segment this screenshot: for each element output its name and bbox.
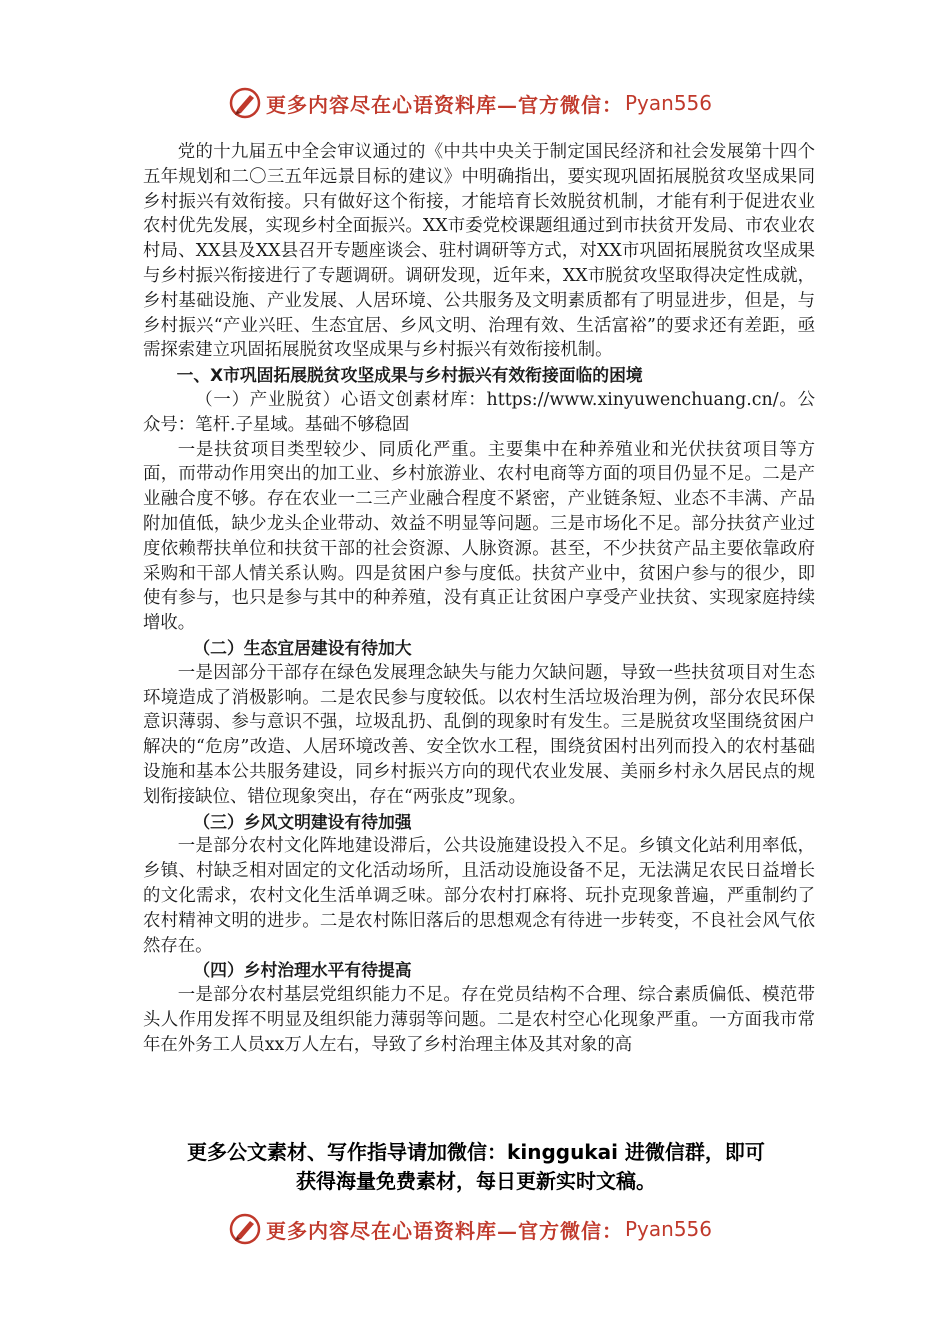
paragraph-culture: 一是部分农村文化阵地建设滞后，公共设施建设投入不足。乡镇文化站利用率低，乡镇、村缺乏相对固定的文化活动场所，且活动设施设备不足，无法满足农民日益增长的文化需求，农村文化生活单调乏味。部分农村打麻将、玩扑克现象普遍，严重制约了农村精神文明的进步。二是农村陈旧落后的思想观念有待进一步转变，不良社会风气依然存在。	[143, 836, 815, 956]
promo-line-1: 更多公文素材、写作指导请加微信：kinggukai 进微信群，即可	[187, 1140, 765, 1164]
header-banner-wechat: Pyan556	[625, 91, 713, 115]
subheading-1: （一）产业脱贫）心语文创素材库：https://www.xinyuwenchuang.cn/。公众号：笔杆.子星域。基础不够稳固	[143, 389, 815, 435]
paragraph-governance: 一是部分农村基层党组织能力不足。存在党员结构不合理、综合素质偏低、模范带头人作用发挥不明显及组织能力薄弱等问题。二是农村空心化现象严重。一方面我市常年在外务工人员xx万人左右，导致了乡村治理主体及其对象的高	[143, 985, 815, 1055]
pen-logo-icon	[228, 86, 262, 120]
subheading-3: （三）乡风文明建设有待加强	[193, 811, 412, 832]
promo-line-2: 获得海量免费素材，每日更新实时文稿。	[296, 1169, 656, 1193]
header-banner	[228, 85, 748, 121]
subheading-4: （四）乡村治理水平有待提高	[193, 960, 412, 981]
section-heading-1: 一、X市巩固拓展脱贫攻坚成果与乡村振兴有效衔接面临的困境	[176, 365, 643, 386]
header-banner-text: 更多内容尽在心语资料库—官方微信：	[266, 92, 623, 117]
paragraph-intro: 党的十九届五中全会审议通过的《中共中央关于制定国民经济和社会发展第十四个五年规划和二〇三五年远景目标的建议》中明确指出，要实现巩固拓展脱贫攻坚成果同乡村振兴有效衔接。只有做好这个衔接，才能培育长效脱贫机制，才能有利于促进农业农村优先发展，实现乡村全面振兴。XX市委党校课题组通过到市扶贫开发局、市农业农村局、XX县及XX县召开专题座谈会、驻村调研等方式，对XX市巩固拓展脱贫攻坚成果与乡村振兴衔接进行了专题调研。调研发现，近年来，XX市脱贫攻坚取得决定性成就，乡村基础设施、产业发展、人居环境、公共服务及文明素质都有了明显进步，但是，与乡村振兴“产业兴旺、生态宜居、乡风文明、治理有效、生活富裕”的要求还有差距，亟需探索建立巩固拓展脱贫攻坚成果与乡村振兴有效衔接机制。	[143, 142, 815, 361]
paragraph-ecology: 一是因部分干部存在绿色发展理念缺失与能力欠缺问题，导致一些扶贫项目对生态环境造成了消极影响。二是农民参与度较低。以农村生活垃圾治理为例，部分农民环保意识薄弱、参与意识不强，垃圾乱扔、乱倒的现象时有发生。三是脱贫攻坚围绕贫困户解决的“危房”改造、人居环境改善、安全饮水工程，围绕贫困村出列而投入的农村基础设施和基本公共服务建设，同乡村振兴方向的现代农业发展、美丽乡村永久居民点的规划衔接缺位、错位现象突出，存在“两张皮”现象。	[143, 662, 815, 807]
article-body	[143, 140, 815, 1057]
footer-banner-text: 更多内容尽在心语资料库—官方微信：	[266, 1218, 623, 1243]
promo-notice	[120, 1138, 832, 1196]
footer-banner	[228, 1211, 748, 1247]
pen-logo-icon	[228, 1212, 262, 1246]
paragraph-industry: 一是扶贫项目类型较少、同质化严重。主要集中在种养殖业和光伏扶贫项目等方面，而带动作用突出的加工业、乡村旅游业、农村电商等方面的项目仍显不足。二是产业融合度不够。存在农业一二三产业融合程度不紧密，产业链条短、业态不丰满、产品附加值低，缺少龙头企业带动、效益不明显等问题。三是市场化不足。部分扶贫产业过度依赖帮扶单位和扶贫干部的社会资源、人脉资源。甚至，不少扶贫产品主要依靠政府采购和干部人情关系认购。四是贫困户参与度低。扶贫产业中，贫困户参与的很少，即使有参与，也只是参与其中的种养殖，没有真正让贫困户享受产业扶贫、实现家庭持续增收。	[143, 439, 815, 634]
footer-banner-wechat: Pyan556	[625, 1217, 713, 1241]
subheading-2: （二）生态宜居建设有待加大	[193, 637, 412, 658]
